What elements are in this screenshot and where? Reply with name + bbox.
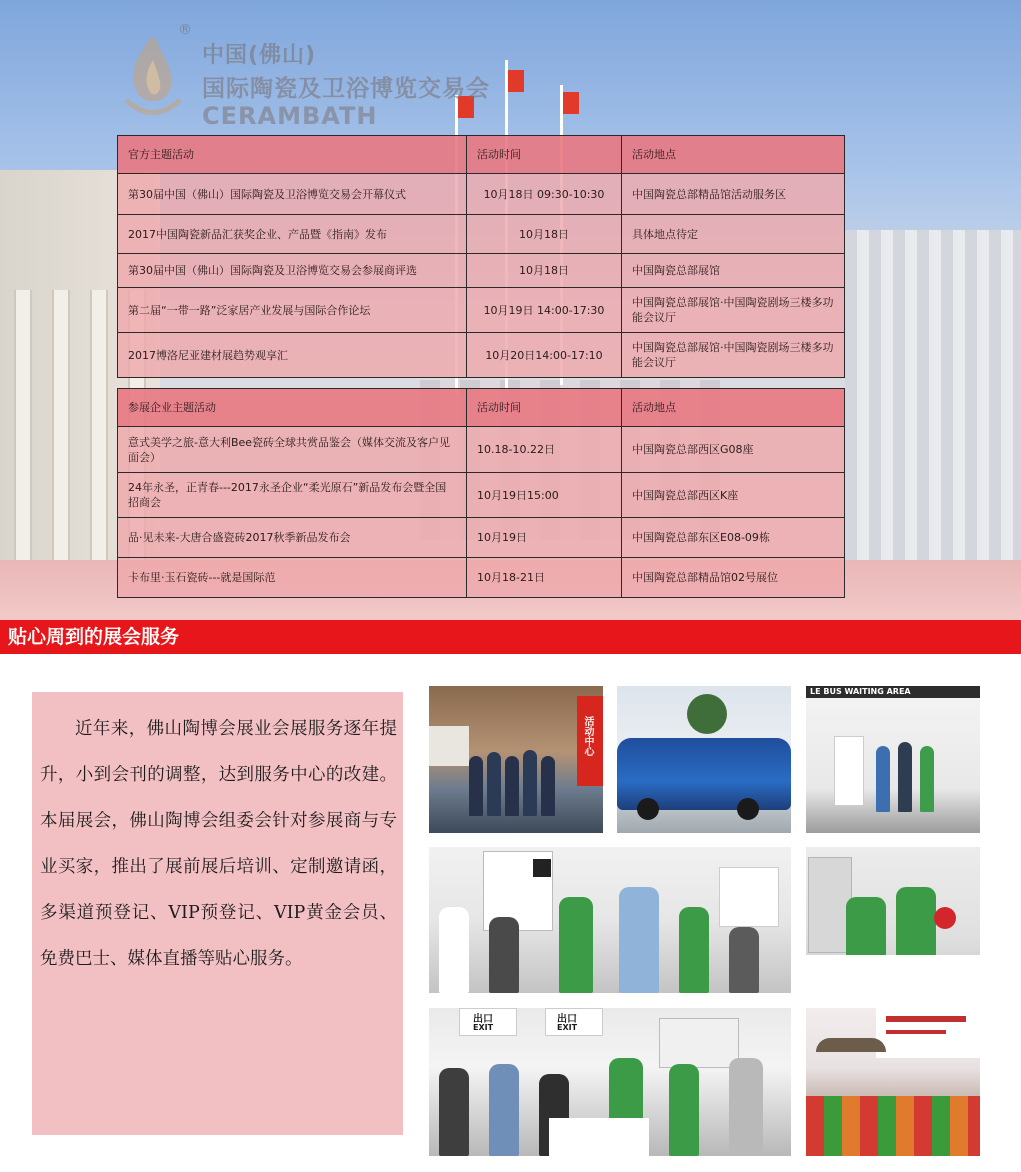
registration-desk: [549, 1118, 649, 1156]
activity-center-sign: 活动中心: [582, 716, 593, 756]
activity-cell: 第二届“一带一路”泛家居产业发展与国际合作论坛: [118, 288, 467, 333]
bus-waiting-area-text: LE BUS WAITING AREA: [810, 687, 911, 696]
table-row: [118, 558, 845, 598]
header-cell: 活动时间: [467, 389, 622, 427]
table-row: [118, 333, 845, 378]
location-cell: 中国陶瓷总部西区G08座: [622, 427, 845, 473]
umbrella: [816, 1038, 886, 1052]
location-cell: 中国陶瓷总部西区K座: [622, 473, 845, 518]
official-activities-table: [117, 135, 845, 378]
time-cell: 10月18日 09:30-10:30: [467, 174, 622, 215]
cerambath-logo: [118, 22, 518, 130]
location-cell: 具体地点待定: [622, 215, 845, 254]
service-description-box: [32, 692, 403, 1135]
activity-cell: 意式美学之旅-意大利Bee瓷砖全球共赏品鉴会（媒体交流及客户见面会）: [118, 427, 467, 473]
location-cell: 中国陶瓷总部展馆·中国陶瓷剧场三楼多功能会议厅: [622, 333, 845, 378]
banner-text-line: [886, 1030, 946, 1034]
person: [729, 1058, 763, 1156]
header-cell: 参展企业主题活动: [118, 389, 467, 427]
location-cell: 中国陶瓷总部展馆·中国陶瓷剧场三楼多功能会议厅: [622, 288, 845, 333]
person: [898, 742, 912, 812]
person: [487, 752, 501, 816]
colorful-tiles: [806, 1096, 980, 1156]
person: [679, 907, 709, 993]
table-row: [118, 174, 845, 215]
activity-cell: 24年永圣，正青春---2017永圣企业“柔光原石”新品发布会暨全国招商会: [118, 473, 467, 518]
table-row: [118, 473, 845, 518]
person: [559, 897, 593, 993]
service-desk: [719, 867, 779, 927]
section-title-bar: 贴心周到的展会服务: [0, 620, 1021, 654]
table-header-row: [118, 136, 845, 174]
photo-shuttle-bus: [617, 686, 791, 833]
flower: [934, 907, 956, 929]
logo-title-line1: 中国(佛山): [202, 43, 317, 68]
person: [439, 907, 469, 993]
table-row: [118, 427, 845, 473]
person: [876, 746, 890, 812]
flag: [563, 92, 579, 114]
exit-sign-en: EXIT: [557, 1023, 578, 1032]
location-cell: 中国陶瓷总部东区E08-09栋: [622, 518, 845, 558]
photo-registration-crowd: [429, 847, 791, 993]
header-cell: 活动地点: [622, 389, 845, 427]
table-row: [118, 254, 845, 288]
time-cell: 10月18日: [467, 254, 622, 288]
table-row: [118, 288, 845, 333]
exit-sign-cn: 出口: [557, 1014, 577, 1025]
table-row: [118, 215, 845, 254]
counter: [806, 955, 980, 993]
photo-service-counter: [806, 847, 980, 993]
palm-tree: [687, 694, 727, 734]
time-cell: 10.18-10.22日: [467, 427, 622, 473]
photo-exit-desk: [429, 1008, 791, 1156]
golf-cart: [429, 726, 469, 766]
time-cell: 10月19日: [467, 518, 622, 558]
time-cell: 10月18日: [467, 215, 622, 254]
photo-security-staff: [429, 686, 603, 833]
person: [920, 746, 934, 812]
table-header-row: [118, 389, 845, 427]
person: [541, 756, 555, 816]
registered-mark: ®: [178, 22, 192, 38]
logo-english: CERAMBATH: [202, 102, 378, 130]
location-cell: 中国陶瓷总部精品馆02号展位: [622, 558, 845, 598]
person: [469, 756, 483, 816]
wheel: [737, 798, 759, 820]
header-cell: 活动地点: [622, 136, 845, 174]
photo-launch-event: [806, 1008, 980, 1156]
time-cell: 10月20日14:00-17:10: [467, 333, 622, 378]
person: [619, 887, 659, 993]
exhibitor-activities-table: [117, 388, 845, 598]
header-cell: 活动时间: [467, 136, 622, 174]
person: [729, 927, 759, 993]
person: [489, 1064, 519, 1156]
activity-cell: 卡布里·玉石瓷砖---就是国际范: [118, 558, 467, 598]
time-cell: 10月19日 14:00-17:30: [467, 288, 622, 333]
location-cell: 中国陶瓷总部精品馆活动服务区: [622, 174, 845, 215]
exit-sign-cn: 出口: [473, 1014, 493, 1025]
person: [523, 750, 537, 816]
person: [489, 917, 519, 993]
time-cell: 10月18-21日: [467, 558, 622, 598]
person: [439, 1068, 469, 1156]
right-building: [845, 230, 1021, 600]
photo-bus-waiting-area: [806, 686, 980, 833]
table-row: [118, 518, 845, 558]
flame-logo-icon: [118, 30, 188, 120]
exit-sign-en: EXIT: [473, 1023, 494, 1032]
pillar: [52, 290, 70, 590]
pillar: [90, 290, 108, 590]
service-description: 近年来，佛山陶博会展业会展服务逐年提升，小到会刊的调整，达到服务中心的改建。本届展会，佛山陶博会组委会针对参展商与专业买家，推出了展前展后培训、定制邀请函，多渠道预登记、VIP预登记、VIP黄金会员、免费巴士、媒体直播等贴心服务。: [40, 719, 397, 969]
activity-cell: 2017博洛尼亚建材展趋势观享汇: [118, 333, 467, 378]
activity-cell: 品·见未来-大唐合盛瓷砖2017秋季新品发布会: [118, 518, 467, 558]
ac-unit: [659, 1018, 739, 1068]
info-board: [834, 736, 864, 806]
activity-cell: 第30届中国（佛山）国际陶瓷及卫浴博览交易会参展商评选: [118, 254, 467, 288]
location-cell: 中国陶瓷总部展馆: [622, 254, 845, 288]
banner-text-line: [886, 1016, 966, 1022]
wheel: [637, 798, 659, 820]
header-cell: 官方主题活动: [118, 136, 467, 174]
time-cell: 10月19日15:00: [467, 473, 622, 518]
activity-cell: 第30届中国（佛山）国际陶瓷及卫浴博览交易会开幕仪式: [118, 174, 467, 215]
pillar: [14, 290, 32, 590]
person: [669, 1064, 699, 1156]
logo-title-line2: 国际陶瓷及卫浴博览交易会: [202, 76, 490, 102]
person: [505, 756, 519, 816]
qr-code-icon: [533, 859, 551, 877]
activity-cell: 2017中国陶瓷新品汇获奖企业、产品暨《指南》发布: [118, 215, 467, 254]
